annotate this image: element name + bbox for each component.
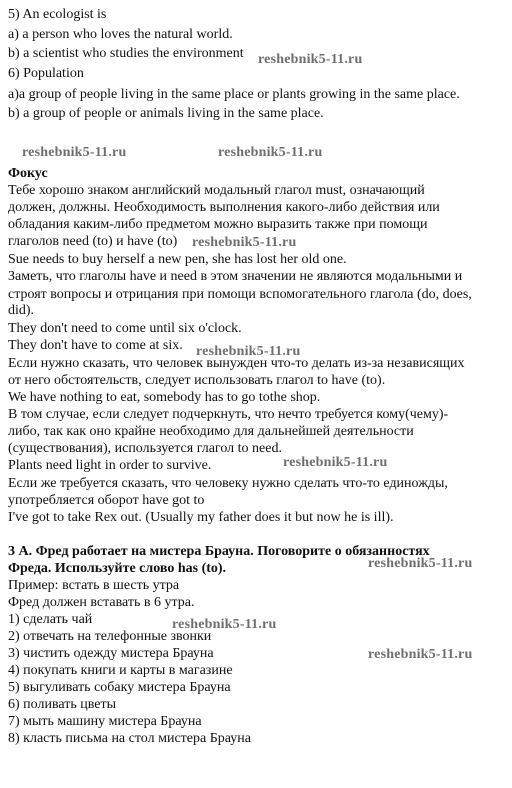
list-item: 2) отвечать на телефонные звонки: [8, 629, 212, 644]
text-line: В том случае, если следует подчеркнуть, что нечто требуется кому(чему)-: [8, 407, 449, 422]
text-line: Заметь, что глаголы have и need в этом значении не являются модальными и: [8, 269, 463, 284]
text-line: Plants need light in order to survive.: [8, 458, 212, 473]
section-heading: Фокус: [8, 166, 48, 181]
text-line: обладания каким-либо предметом можно выразить также при помощи: [8, 217, 428, 232]
text-line: b) a group of people or animals living in the same place.: [8, 106, 324, 121]
watermark: reshebnik5-11.ru: [368, 556, 473, 571]
text-line: I've got to take Rex out. (Usually my father does it but now he is ill).: [8, 510, 394, 525]
text-line: Если нужно сказать, что человек вынужден что-то делать из-за независящих: [8, 356, 465, 371]
text-line: Тебе хорошо знаком английский модальный глагол must, означающий: [8, 183, 425, 198]
text-line: должен, должны. Необходимость выполнения какого-либо действия или: [8, 200, 440, 215]
text-line: did).: [8, 303, 35, 318]
list-item: 6) поливать цветы: [8, 697, 116, 712]
list-item: 4) покупать книги и карты в магазине: [8, 663, 233, 678]
list-item: 7) мыть машину мистера Брауна: [8, 714, 202, 729]
text-line: a)a group of people living in the same place or plants growing in the same place.: [8, 87, 460, 102]
watermark: reshebnik5-11.ru: [22, 145, 127, 160]
text-line: Пример: встать в шесть утра: [8, 578, 180, 593]
text-line: 5) An ecologist is: [8, 7, 107, 22]
text-line: Если же требуется сказать, что человеку нужно сделать что-то единожды,: [8, 476, 448, 491]
text-line: They don't have to come at six.: [8, 338, 183, 353]
exercise-heading: Фреда. Используйте слово has (to).: [8, 561, 227, 576]
list-item: 8) класть письма на стол мистера Брауна: [8, 731, 251, 746]
text-line: либо, так как оно крайне необходимо для дальнейшей деятельности: [8, 424, 414, 439]
list-item: 1) сделать чай: [8, 612, 93, 627]
watermark: reshebnik5-11.ru: [368, 647, 473, 662]
text-line: глаголов need (to) и have (to): [8, 234, 178, 249]
watermark: reshebnik5-11.ru: [196, 344, 301, 359]
list-item: 5) выгуливать собаку мистера Брауна: [8, 680, 231, 695]
watermark: reshebnik5-11.ru: [192, 235, 297, 250]
text-line: строят вопросы и отрицания при помощи вспомогательного глагола (do, does,: [8, 287, 472, 302]
text-line: (существования), используется глагол to need.: [8, 441, 282, 456]
text-line: a) a person who loves the natural world.: [8, 27, 233, 42]
watermark: reshebnik5-11.ru: [258, 52, 363, 67]
text-line: от него обстоятельств, следует использовать глагол to have (to).: [8, 373, 386, 388]
list-item: 3) чистить одежду мистера Брауна: [8, 646, 214, 661]
text-line: Фред должен вставать в 6 утра.: [8, 595, 195, 610]
text-line: b) a scientist who studies the environment: [8, 46, 244, 61]
text-line: 6) Population: [8, 66, 84, 81]
watermark: reshebnik5-11.ru: [283, 455, 388, 470]
exercise-heading: 3 А. Фред работает на мистера Брауна. Поговорите о обязанностях: [8, 544, 430, 559]
text-line: We have nothing to eat, somebody has to go tothe shop.: [8, 390, 321, 405]
watermark: reshebnik5-11.ru: [218, 145, 323, 160]
text-line: Sue needs to buy herself a new pen, she has lost her old one.: [8, 252, 347, 267]
watermark: reshebnik5-11.ru: [172, 617, 277, 632]
text-line: They don't need to come until six o'clock.: [8, 321, 242, 336]
text-line: употребляется оборот have got to: [8, 493, 205, 508]
